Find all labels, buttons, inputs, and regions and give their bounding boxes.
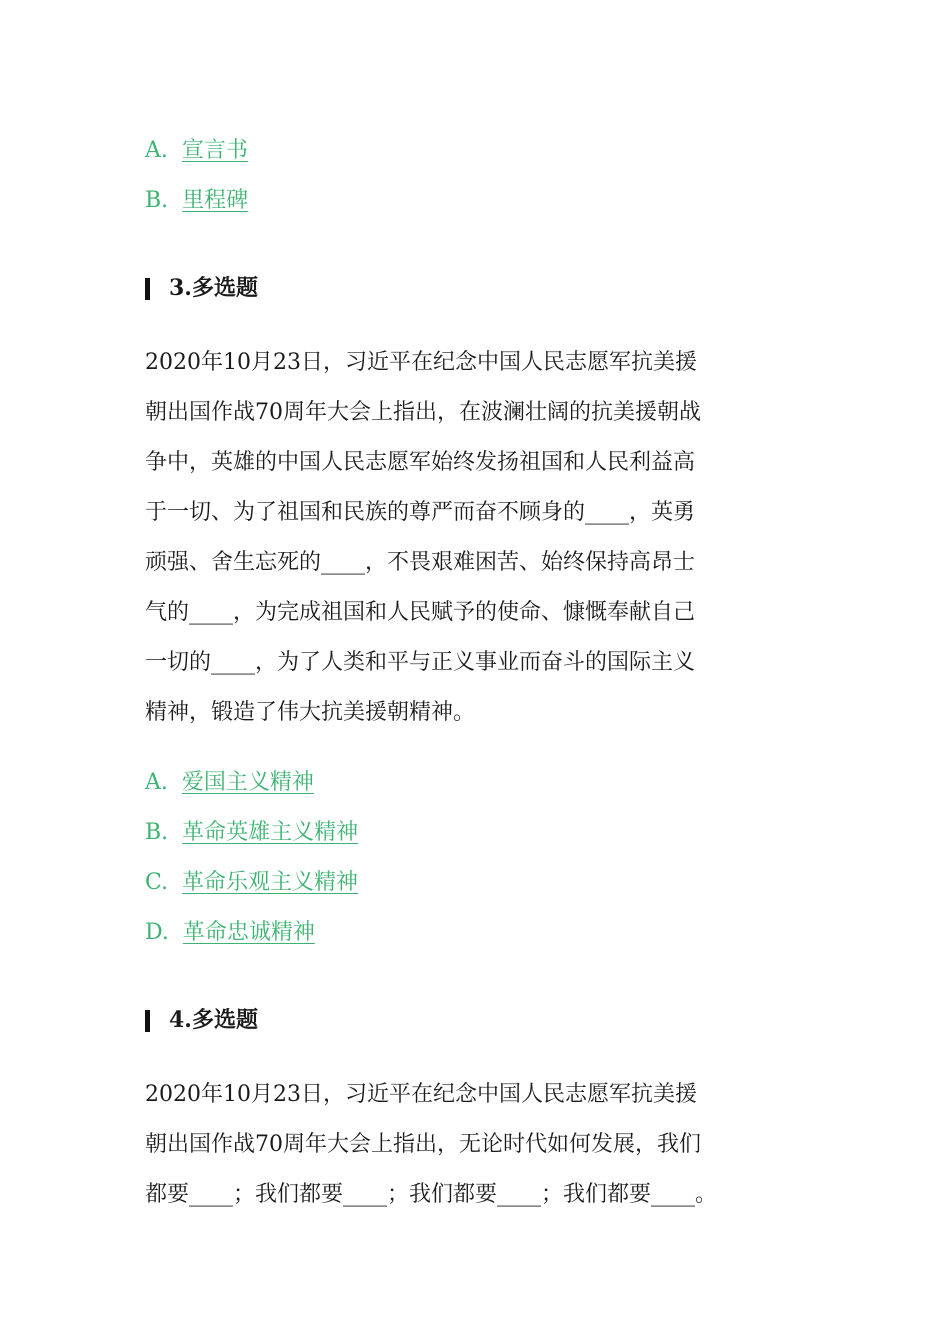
q2-option-a[interactable] — [145, 132, 805, 182]
q3-stem-line: 精神，锻造了伟大抗美援朝精神。 — [145, 700, 476, 725]
q4-stem-line: 朝出国作战70周年大会上指出，无论时代如何发展，我们 — [145, 1132, 701, 1157]
heading-bar-icon — [145, 1010, 150, 1032]
q2-option-b[interactable] — [145, 182, 805, 232]
option-letter: A. — [145, 770, 168, 795]
option-text: 革命英雄主义精神 — [182, 820, 359, 845]
option-letter: B. — [145, 820, 169, 845]
q4-stem-line: 都要____；我们都要____；我们都要____；我们都要____。 — [145, 1182, 718, 1207]
q3-options — [145, 764, 805, 964]
q4-stem — [145, 1070, 805, 1220]
q4-stem-line: 2020年10月23日，习近平在纪念中国人民志愿军抗美援 — [145, 1082, 697, 1107]
q3-stem-line: 争中，英雄的中国人民志愿军始终发扬祖国和人民利益高 — [145, 450, 696, 475]
spacer — [145, 738, 805, 764]
option-text: 革命忠诚精神 — [182, 920, 315, 945]
document-page — [145, 132, 805, 1220]
q3-option-c[interactable] — [145, 864, 805, 914]
q4-heading-text: 4.多选题 — [169, 1007, 258, 1033]
q3-stem-line: 朝出国作战70周年大会上指出，在波澜壮阔的抗美援朝战 — [145, 400, 701, 425]
option-letter: C. — [145, 870, 169, 895]
q3-option-b[interactable] — [145, 814, 805, 864]
option-text: 宣言书 — [181, 138, 248, 163]
heading-bar-icon — [145, 278, 150, 300]
q3-option-a[interactable] — [145, 764, 805, 814]
q3-option-d[interactable] — [145, 914, 805, 964]
option-text: 革命乐观主义精神 — [182, 870, 359, 895]
q3-stem-line: 顽强、舍生忘死的____，不畏艰难困苦、始终保持高昂士 — [145, 550, 696, 575]
q4-heading — [145, 1002, 805, 1038]
q3-stem-line: 2020年10月23日，习近平在纪念中国人民志愿军抗美援 — [145, 350, 697, 375]
q3-heading — [145, 270, 805, 306]
q3-stem-line: 于一切、为了祖国和民族的尊严而奋不顾身的____，英勇 — [145, 500, 696, 525]
option-text: 里程碑 — [182, 188, 249, 213]
option-letter: B. — [145, 188, 169, 213]
q3-heading-text: 3.多选题 — [169, 275, 258, 301]
q2-options — [145, 132, 805, 232]
q3-stem-line: 一切的____，为了人类和平与正义事业而奋斗的国际主义 — [145, 650, 696, 675]
q3-stem-line: 气的____，为完成祖国和人民赋予的使命、慷慨奉献自己 — [145, 600, 696, 625]
option-letter: A. — [145, 138, 168, 163]
option-letter: D. — [145, 920, 169, 945]
q3-stem — [145, 338, 805, 738]
option-text: 爱国主义精神 — [181, 770, 314, 795]
